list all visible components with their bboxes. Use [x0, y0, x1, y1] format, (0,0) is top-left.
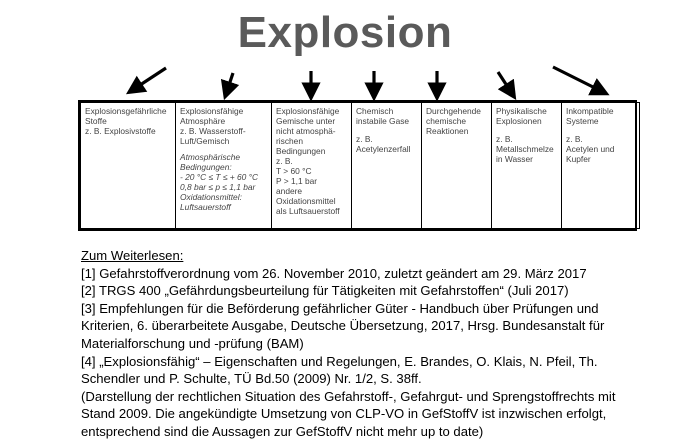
arrow-2	[227, 73, 233, 91]
arrow-6	[498, 72, 511, 92]
reference-line: [2] TRGS 400 „Gefährdungsbeurteilung für Tätigkeiten mit Gefahrstoffen“ (Juli 2017)	[81, 283, 569, 299]
reference-line: [4] „Explosionsfähig“ – Eigenschaften und Regelungen, E. Brandes, O. Klais, N. Pfeil, Th.	[81, 353, 598, 369]
arrow-1	[134, 68, 166, 89]
explosion-types-table	[78, 100, 637, 231]
arrows-group	[0, 0, 690, 104]
atmospheric-conditions: Atmosphärische Bedingungen: - 20 °C ≤ T ≤ + 60 °C 0,8 bar ≤ p ≤ 1,1 bar Oxidationsmittel: Luftsauerstoff	[180, 152, 259, 212]
table-row	[81, 103, 640, 229]
column-explosive-atmosphere: Explosionsfähige Atmosphäre z. B. Wasserstoff- Luft/Gemisch Atmosphärische Bedingungen: - 20 °C ≤ T ≤ + 60 °C 0,8 bar ≤ p ≤ 1,1 bar Oxidationsmittel: Luftsauerstoff	[176, 103, 272, 229]
column-explosive-substances: Explosionsgefährliche Stoffe z. B. Explosivstoffe	[81, 103, 176, 229]
arrow-7	[553, 67, 601, 91]
reference-line: Schendler und P. Schulte, TÜ Bd.50 (2009) Nr. 1/2, S. 38ff.	[81, 371, 422, 387]
column-chemical-reactions: Durchgehende chemische Reaktionen	[422, 103, 492, 229]
column-non-atmospheric-mixtures: Explosionsfähige Gemische unter nicht atmosphä- rischen Bedingungen z. B. T > 60 °C P > 1,1 bar andere Oxidationsmittel als Luftsauerstoff	[272, 103, 352, 229]
page-title: Explosion	[237, 8, 453, 57]
reference-line: Materialforschung und -prüfung (BAM)	[81, 335, 304, 351]
reference-line: [1] Gefahrstoffverordnung vom 26. November 2010, zuletzt geändert am 29. März 2017	[81, 265, 587, 281]
reference-line: Kriterien, 6. überarbeitete Ausgabe, Deutsche Übersetzung, 2017, Hrsg. Bundesanstalt für	[81, 318, 605, 334]
further-reading-heading: Zum Weiterlesen:	[81, 248, 184, 263]
column-physical-explosions: Physikalische Explosionen z. B. Metallschmelze in Wasser	[492, 103, 562, 229]
column-incompatible-systems: Inkompatible Systeme z. B. Acetylen und Kupfer	[562, 103, 640, 229]
column-unstable-gases: Chemisch instabile Gase z. B. Acetylenzerfall	[352, 103, 422, 229]
reference-line: [3] Empfehlungen für die Beförderung gefährlicher Güter - Handbuch über Prüfungen und	[81, 300, 599, 316]
further-reading	[81, 247, 661, 441]
reference-line: entsprechend sind die Aussagen zur GefStoffV nicht mehr up to date)	[81, 423, 484, 439]
reference-line: Stand 2009. Die angekündigte Umsetzung von CLP-VO in GefStoffV ist inzwischen erfolgt,	[81, 406, 607, 422]
reference-line: (Darstellung der rechtlichen Situation des Gefahrstoff-, Gefahrgut- und Sprengstoffrechts mit	[81, 388, 616, 404]
